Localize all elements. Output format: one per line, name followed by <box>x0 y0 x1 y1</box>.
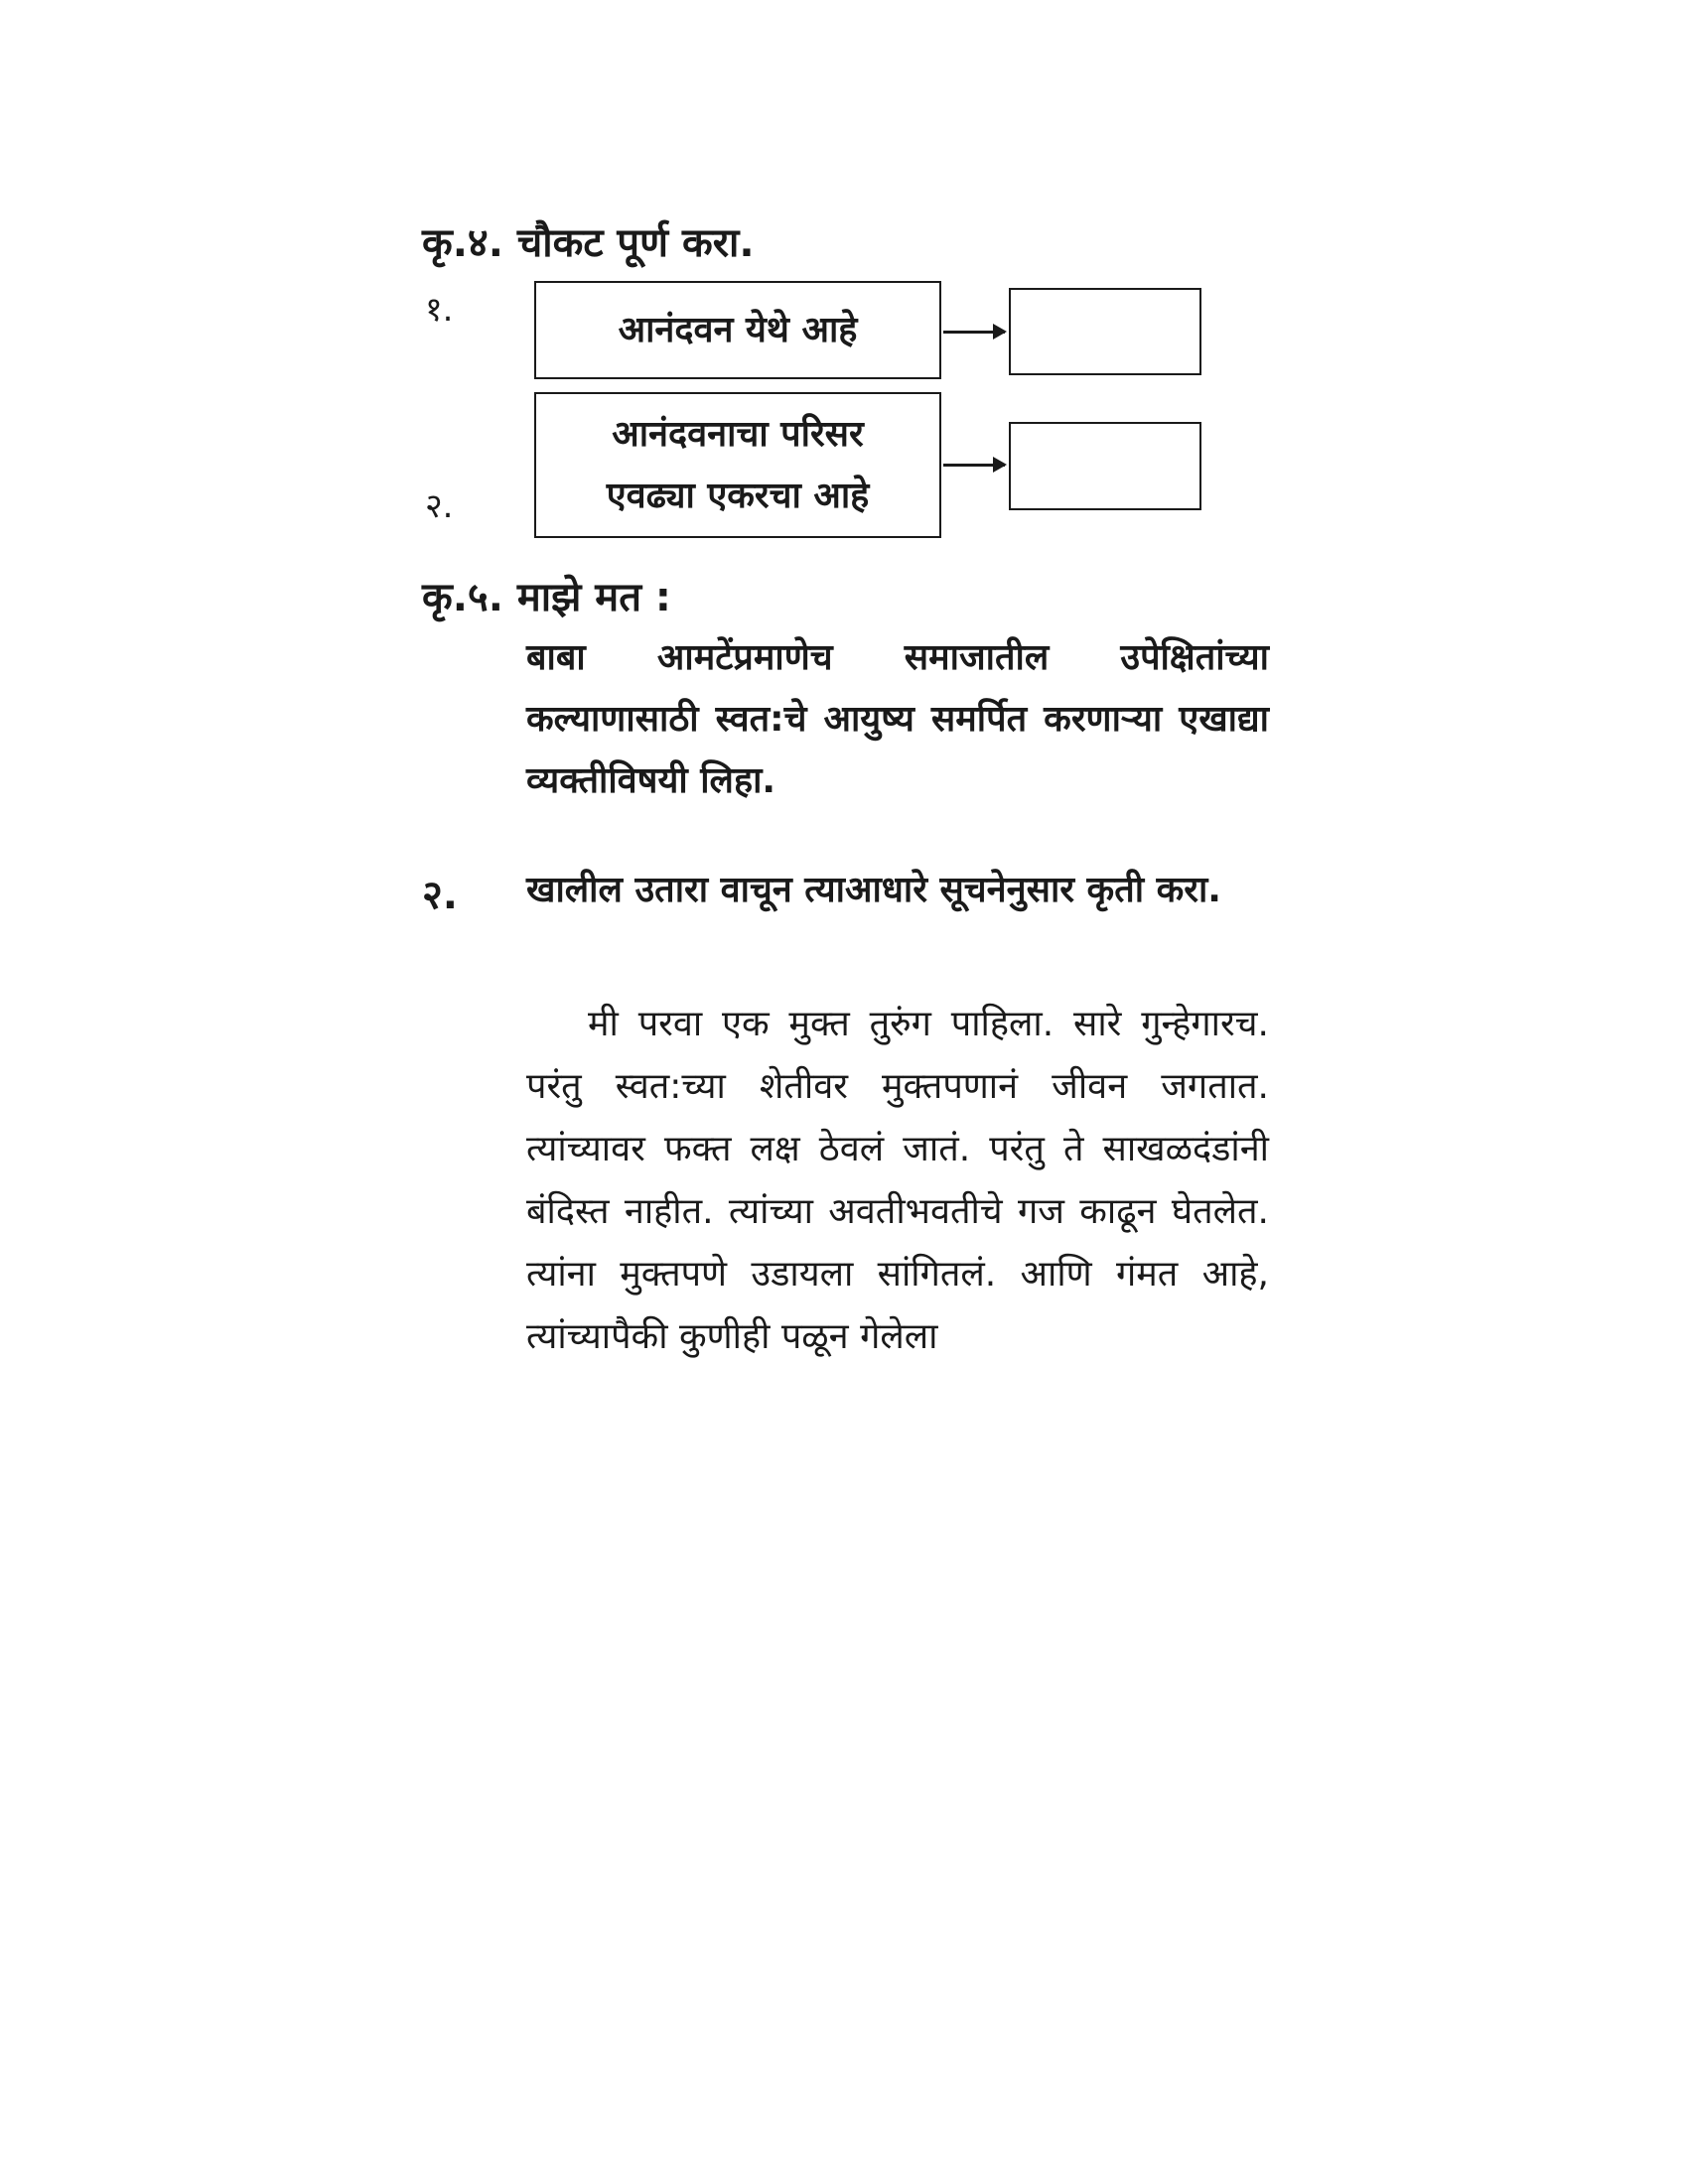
item-2-text: आनंदवनाचा परिसर एवढ्या एकरचा आहे <box>606 413 870 516</box>
item-1-number: १. <box>425 290 454 330</box>
reading-passage <box>526 993 1269 1368</box>
activity-5-prompt: बाबा आमटेंप्रमाणेच समाजातील उपेक्षितांच्या कल्याणासाठी स्वत:चे आयुष्य समर्पित करणाऱ्या एखाद्या व्यक्तीविषयी लिहा. <box>526 637 1269 801</box>
answer-box-2[interactable] <box>1009 422 1201 510</box>
activity-4-heading: कृ.४. चौकट पूर्ण करा. <box>422 220 755 266</box>
arrow-right-icon <box>943 464 1005 467</box>
passage-text: मी परवा एक मुक्त तुरुंग पाहिला. सारे गुन्हेगारच. परंतु स्वत:च्या शेतीवर मुक्तपणानं जीवन जगतात. त्यांच्यावर फक्त लक्ष ठेवलं जातं. परंतु ते साखळदंडांनी बंदिस्त नाहीत. त्यांच्या अवतीभवतीचे गज काढून घेतलेत. त्यांना मुक्तपणे उडायला सांगितलं. आणि गंमत आहे, त्यांच्यापैकी कुणीही पळून गेलेला <box>526 1004 1269 1357</box>
section-2-number: २. <box>422 873 458 918</box>
section-2-instruction: खालील उतारा वाचून त्याआधारे सूचनेनुसार कृती करा. <box>526 870 1221 910</box>
arrow-right-icon <box>943 331 1005 334</box>
item-2-number: २. <box>425 486 454 526</box>
item-2-box <box>534 392 941 538</box>
item-1-text: आनंदवन येथे आहे <box>618 309 858 350</box>
activity-5-heading: कृ.५. माझे मत : <box>422 575 671 620</box>
item-1-box <box>534 281 941 379</box>
answer-box-1[interactable] <box>1009 288 1201 375</box>
